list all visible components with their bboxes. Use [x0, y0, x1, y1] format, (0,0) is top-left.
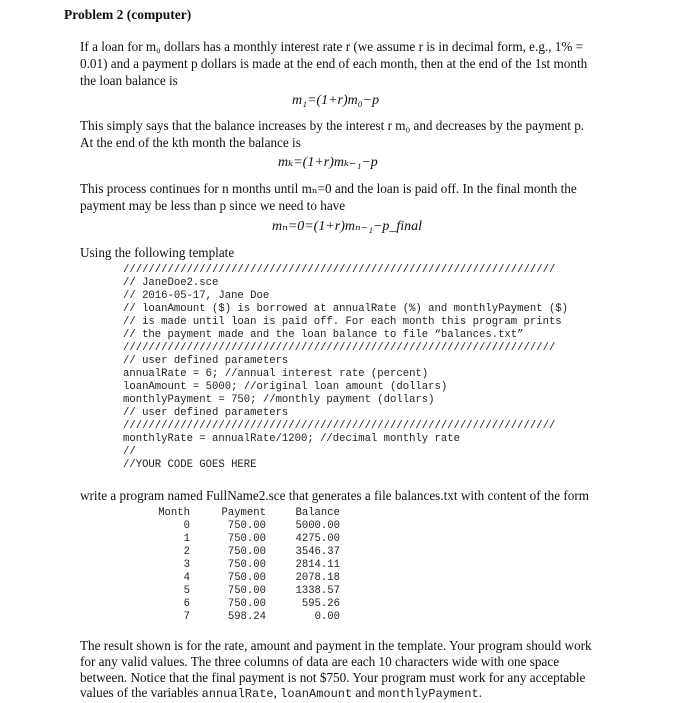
month-cell: 6 — [183, 598, 190, 610]
code-line: loanAmount = 5000; //original loan amount (dollars) — [123, 381, 448, 393]
closing-line-3: between. Notice that the final payment is not $750. Your program must work for any acceptable — [80, 670, 586, 685]
intro-line-1: If a loan for m₀ dollars has a monthly interest rate r (we assume r is in decimal form, e.g., 1% = — [80, 39, 584, 54]
balance-cell: 1338.57 — [295, 585, 340, 597]
closing-line-4 — [80, 684, 612, 703]
code-line: monthlyPayment = 750; //monthly payment (dollars) — [123, 394, 435, 406]
table-row — [140, 585, 350, 598]
equation-kth-month: mₖ=(1+r)mₖ₋₁−p — [278, 155, 378, 170]
code-line: annualRate = 6; //annual interest rate (percent) — [123, 368, 429, 380]
month-cell: 1 — [183, 533, 190, 545]
table-row — [140, 598, 350, 611]
template-intro: Using the following template — [80, 245, 235, 260]
table-header-payment: Payment — [221, 507, 266, 519]
closing-line-1: The result shown is for the rate, amount and payment in the template. Your program should work — [80, 638, 592, 653]
balance-cell: 4275.00 — [295, 533, 340, 545]
balance-cell: 2814.11 — [295, 559, 340, 571]
balance-cell: 595.26 — [301, 598, 340, 610]
payment-cell: 750.00 — [227, 546, 266, 558]
para2-line-2: At the end of the kth month the balance is — [80, 135, 301, 150]
equation-final-month: mₙ=0=(1+r)mₙ₋₁−p_final — [272, 219, 423, 234]
month-cell: 3 — [183, 559, 190, 571]
code-line: // the payment made and the loan balance to file “balances.txt” — [123, 329, 524, 341]
closing-line-2: for any valid values. The three columns of data are each 10 characters wide with one space — [80, 654, 560, 669]
intro-line-2: 0.01) and a payment p dollars is made at the end of each month, then at the end of the 1st month — [80, 56, 588, 71]
code-line: //////////////////////////////////////////////////////////////////// — [123, 420, 556, 432]
problem-title: Problem 2 (computer) — [64, 7, 192, 22]
code-line: // is made until loan is paid off. For each month this program prints — [123, 316, 562, 328]
table-row — [140, 533, 350, 546]
month-cell: 0 — [183, 520, 190, 532]
intro-line-3: the loan balance is — [80, 73, 178, 88]
table-row — [140, 572, 350, 585]
var-loan-amount: loanAmount — [280, 687, 353, 701]
var-annual-rate: annualRate — [201, 687, 274, 701]
code-line: // JaneDoe2.sce — [123, 277, 219, 289]
balance-cell: 0.00 — [314, 611, 340, 623]
payment-cell: 750.00 — [227, 559, 266, 571]
month-cell: 5 — [183, 585, 190, 597]
payment-cell: 750.00 — [227, 572, 266, 584]
code-line: // — [123, 446, 136, 458]
table-header-balance: Balance — [295, 507, 340, 519]
para3-line-2: payment may be less than p since we need to have — [80, 198, 346, 213]
payment-cell: 750.00 — [227, 585, 266, 597]
month-cell: 4 — [183, 572, 190, 584]
period: . — [478, 685, 482, 700]
table-header-month: Month — [158, 507, 190, 519]
month-cell: 7 — [183, 611, 190, 623]
code-line: // 2016-05-17, Jane Doe — [123, 290, 270, 302]
code-line: //YOUR CODE GOES HERE — [123, 459, 257, 471]
payment-cell: 750.00 — [227, 533, 266, 545]
table-row — [140, 559, 350, 572]
payment-cell: 750.00 — [227, 598, 266, 610]
code-line: //////////////////////////////////////////////////////////////////// — [123, 342, 556, 354]
table-row — [140, 520, 350, 533]
balance-cell: 2078.18 — [295, 572, 340, 584]
code-line: // loanAmount ($) is borrowed at annualRate (%) and monthlyPayment ($) — [123, 303, 569, 315]
para2-line-1: This simply says that the balance increases by the interest r m₀ and decreases by the payment p. — [80, 118, 585, 133]
payment-cell: 750.00 — [227, 520, 266, 532]
balance-cell: 5000.00 — [295, 520, 340, 532]
code-line: monthlyRate = annualRate/1200; //decimal monthly rate — [123, 433, 460, 445]
separator: , — [273, 685, 281, 700]
table-row — [140, 546, 350, 559]
code-line: // user defined parameters — [123, 355, 289, 367]
write-program-instruction: write a program named FullName2.sce that generates a file balances.txt with content of the form — [80, 488, 590, 503]
balance-cell: 3546.37 — [295, 546, 340, 558]
payment-cell: 598.24 — [227, 611, 266, 623]
para3-line-1: This process continues for n months until mₙ=0 and the loan is paid off. In the final month the — [80, 181, 577, 196]
equation-first-month: m₁=(1+r)m₀−p — [292, 93, 380, 108]
var-monthly-payment: monthlyPayment — [377, 687, 479, 701]
code-line: // user defined parameters — [123, 407, 289, 419]
balances-table — [140, 507, 350, 625]
table-row — [140, 611, 350, 624]
code-line: //////////////////////////////////////////////////////////////////// — [123, 264, 556, 276]
month-cell: 2 — [183, 546, 190, 558]
separator: and — [352, 685, 378, 700]
closing-line-4-text: values of the variables — [80, 685, 202, 700]
